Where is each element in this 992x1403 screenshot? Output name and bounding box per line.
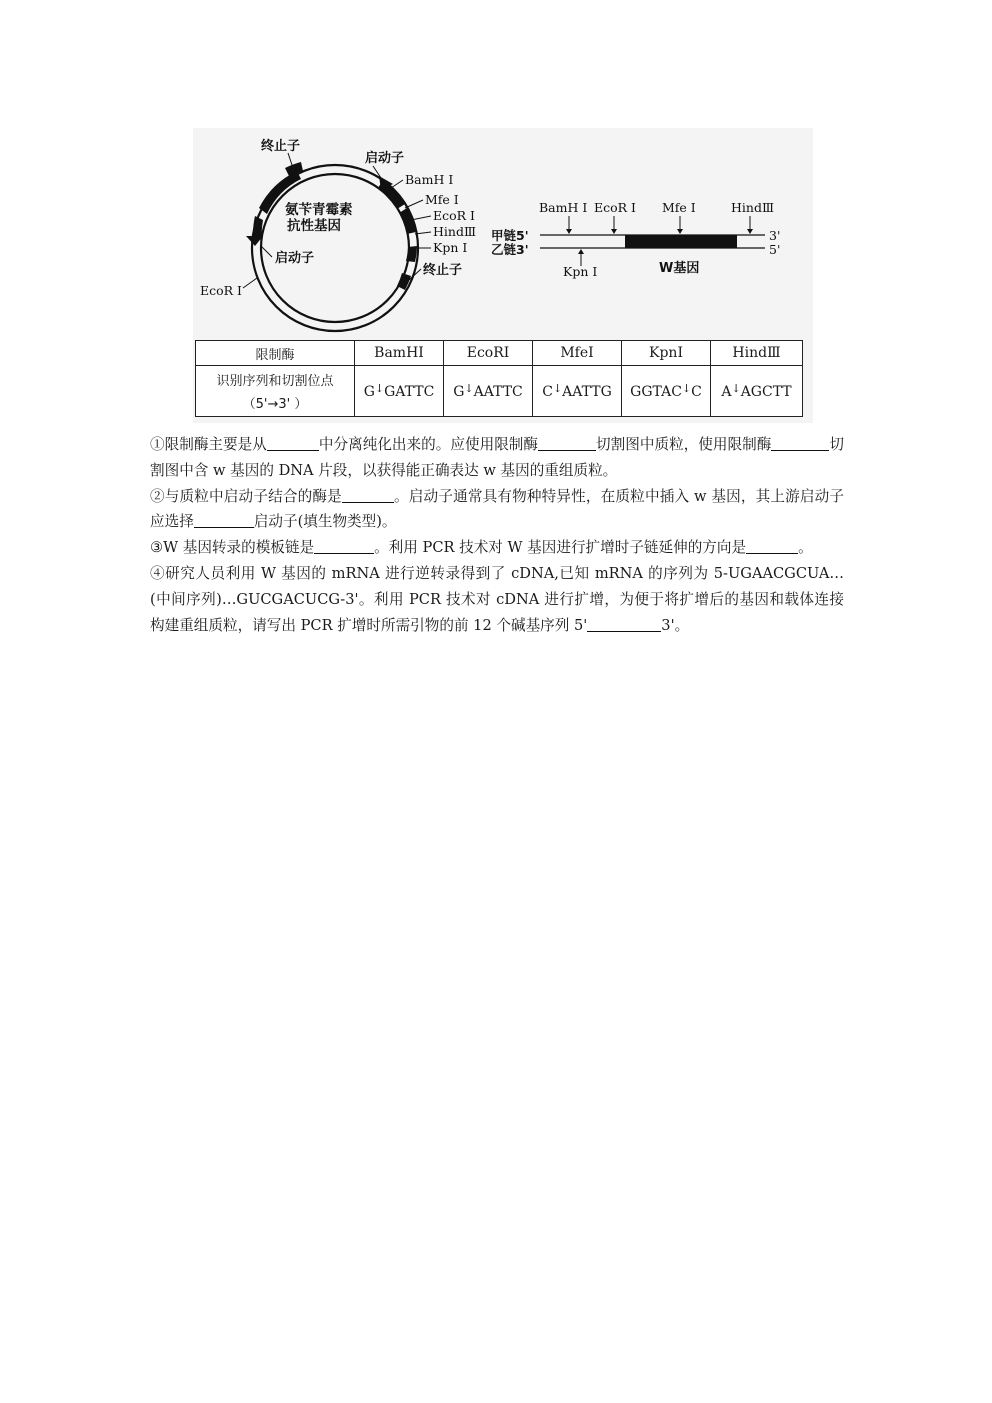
answer-blank[interactable] (587, 615, 661, 632)
table-row (196, 366, 803, 417)
question-block (150, 432, 844, 638)
table-row (196, 341, 803, 366)
cut-site-cell (533, 366, 622, 417)
answer-blank[interactable] (267, 434, 319, 451)
strand-a-label: 甲链5' (491, 228, 529, 243)
label-terminator-top: 终止子 (261, 139, 301, 154)
enzyme-name: HindⅢ (711, 341, 803, 366)
label-terminator-right: 终止子 (423, 263, 463, 278)
label-promoter-inner: 启动子 (275, 251, 315, 266)
header-sequence-line1: 识别序列和切割位点 (216, 374, 334, 389)
seq-right: AATTG (562, 384, 612, 400)
seq-left: G (453, 384, 465, 400)
plasmid-ring-inner (261, 174, 409, 322)
header-enzyme: 限制酶 (196, 341, 355, 366)
cut-arrow-icon: ↓ (681, 382, 692, 395)
site-kpni: Kpn I (563, 264, 598, 279)
answer-blank[interactable] (538, 434, 596, 451)
site-ecori: EcoR I (594, 200, 636, 215)
label-kpni: Kpn I (433, 240, 468, 255)
question-3: ③W 基因转录的模板链是 。利用 PCR 技术对 W 基因进行扩增时子链延伸的方向是 。 (150, 539, 813, 557)
plasmid-and-gene-diagram (193, 128, 813, 338)
strand-b-label: 乙链3' (491, 242, 529, 257)
seq-right: C (691, 384, 702, 400)
strand-a-end: 3' (769, 228, 781, 243)
answer-blank[interactable] (746, 537, 798, 554)
cut-site-cell (711, 366, 803, 417)
answer-blank[interactable] (342, 486, 394, 503)
label-mfei: Mfe I (425, 192, 459, 207)
header-sequence-line2: （5'→3' ） (242, 397, 308, 412)
seq-right: AATTC (473, 384, 523, 400)
seq-left: A (721, 384, 732, 400)
mcs-block-2 (406, 246, 417, 262)
question-4: ④研究人员利用 W 基因的 mRNA 进行逆转录得到了 cDNA,已知 mRNA 的序列为 5-UGAACGCUA…(中间序列)…GUCGACUCG-3'。利用 PCR 技术对 cDNA 进行扩增，为便于将扩增后的基因和载体连接构建重组质粒，请写出 PCR 扩增时所需引物的前 12 个碱基序列 5' 3'。 (150, 564, 844, 634)
w-gene-label: W基因 (659, 261, 700, 276)
seq-right: AGCTT (740, 384, 792, 400)
cut-site-cell (444, 366, 533, 417)
question-1: ①限制酶主要是从 中分离纯化出来的。应使用限制酶 切割图中质粒，使用限制酶 切割图中含 w 基因的 DNA 片段，以获得能正确表达 w 基因的重组质粒。 (150, 436, 844, 479)
cut-arrow-icon: ↓ (731, 382, 741, 395)
enzyme-name: MfeⅠ (533, 341, 622, 366)
cut-arrow-icon: ↓ (464, 382, 474, 395)
cut-site-cell (355, 366, 444, 417)
label-ecori-right: EcoR I (433, 208, 475, 223)
cut-arrow-icon: ↓ (374, 382, 385, 395)
answer-blank[interactable] (314, 537, 374, 554)
site-bamhi: BamH I (539, 200, 588, 215)
enzyme-name: KpnⅠ (622, 341, 711, 366)
strand-b-end: 5' (769, 242, 781, 257)
label-promoter-top: 启动子 (365, 151, 405, 166)
enzyme-name: EcoRⅠ (444, 341, 533, 366)
answer-blank[interactable] (771, 434, 829, 451)
seq-left: GGTAC (630, 384, 682, 400)
w-gene-block (625, 235, 737, 248)
header-sequence (196, 366, 355, 417)
cut-site-cell (622, 366, 711, 417)
enzyme-name: BamHⅠ (355, 341, 444, 366)
seq-right: GATTC (384, 384, 435, 400)
question-2: ②与质粒中启动子结合的酶是 。启动子通常具有物种特异性，在质粒中插入 w 基因，其上游启动子应选择 启动子(填生物类型)。 (150, 487, 844, 531)
label-hindiii: HindⅢ (433, 224, 477, 239)
seq-left: G (363, 384, 375, 400)
cut-arrow-icon: ↓ (552, 382, 563, 395)
answer-blank[interactable] (194, 511, 254, 528)
label-ecori-left: EcoR I (200, 283, 242, 298)
label-resistance-1: 氨苄青霉素 (285, 202, 353, 218)
label-resistance-2: 抗性基因 (287, 218, 341, 234)
label-bamhi: BamH I (405, 172, 454, 187)
site-hindiii: HindⅢ (731, 200, 775, 215)
seq-left: C (542, 384, 553, 400)
enzyme-table (195, 340, 803, 417)
site-mfei: Mfe I (662, 200, 696, 215)
